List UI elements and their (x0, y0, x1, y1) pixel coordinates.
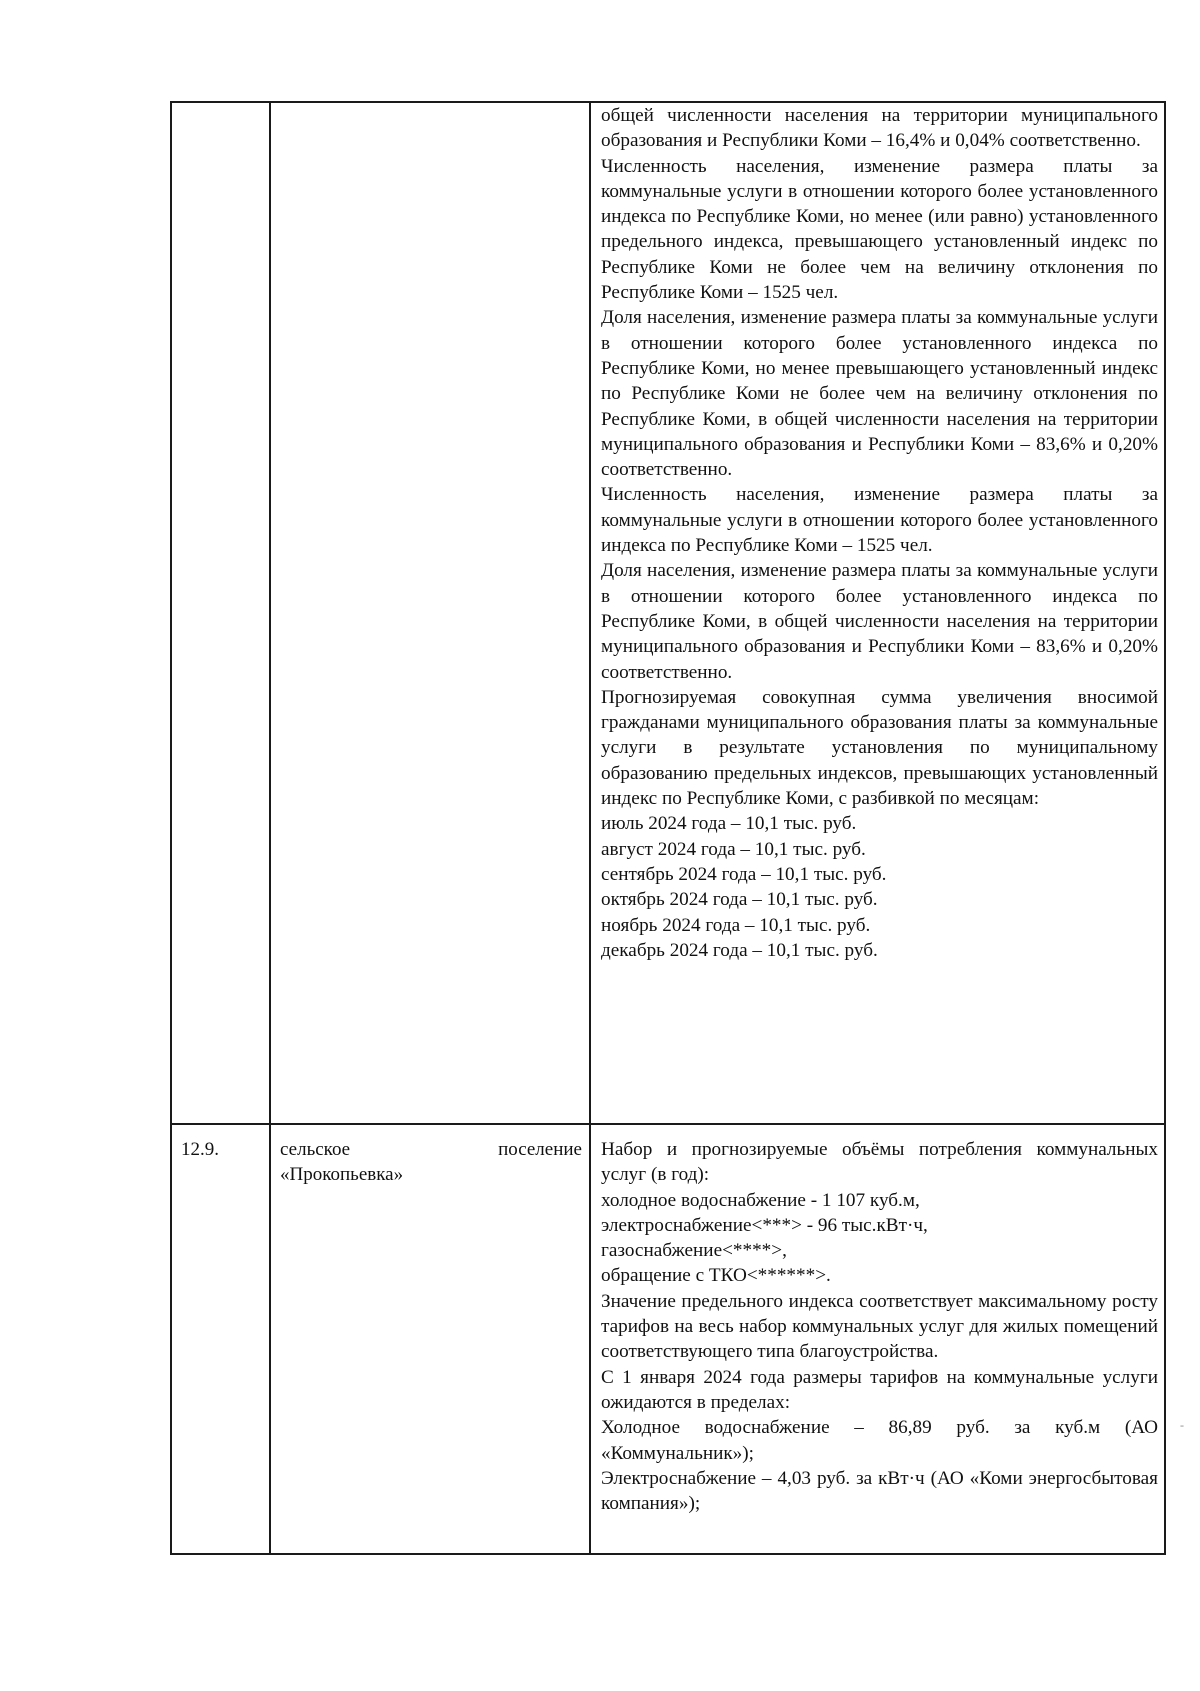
paragraph: обращение с ТКО<******>. (601, 1265, 831, 1287)
row-description-cell (590, 102, 1165, 1124)
paragraph: Доля населения, изменение размера платы за коммунальные услуги в отношении которого более установленного индекса по Республике Коми, но менее превышающего установленный индекс по Республике Коми не более чем на величину отклонения по Республике Коми, в общей численности населения на территории муниципального образования и Республики Коми – 83,6% и 0,20% соответственно. (601, 307, 1158, 481)
paragraph: газоснабжение<****>, (601, 1240, 787, 1262)
month-line: сентябрь 2024 года – 10,1 тыс. руб. (601, 863, 887, 885)
table-row (171, 102, 1165, 1124)
month-line: август 2024 года – 10,1 тыс. руб. (601, 838, 866, 860)
paragraph: Значение предельного индекса соответствует максимальному росту тарифов на весь набор коммунальных услуг для жилых помещений соответствующего типа благоустройства. (601, 1290, 1158, 1363)
row-number-cell (171, 102, 270, 1124)
paragraph: Численность населения, изменение размера платы за коммунальные услуги в отношении которого более установленного индекса по Республике Коми, но менее (или равно) установленного предельного индекса, превышающего установленный индекс по Республике Коми не более чем на величину отклонения по Республике Коми – 1525 чел. (601, 155, 1158, 304)
row-number-cell (171, 1124, 270, 1554)
scan-mark: - (1180, 1418, 1184, 1432)
paragraph: электроснабжение<***> - 96 тыс.кВт·ч, (601, 1214, 928, 1236)
paragraph: Доля населения, изменение размера платы за коммунальные услуги в отношении которого более установленного индекса по Республике Коми, в общей численности населения на территории муниципального образования и Республики Коми – 83,6% и 0,20% соответственно. (601, 560, 1158, 683)
paragraph: общей численности населения на территории муниципального образования и Республики Коми – 16,4% и 0,04% соответственно. (601, 105, 1158, 152)
row-name-cell (270, 1124, 590, 1554)
table-row (171, 1124, 1165, 1554)
paragraph: С 1 января 2024 года размеры тарифов на коммунальные услуги ожидаются в пределах: (601, 1366, 1158, 1413)
month-line: ноябрь 2024 года – 10,1 тыс. руб. (601, 914, 871, 936)
paragraph: Прогнозируемая совокупная сумма увеличения вносимой гражданами муниципального образования платы за коммунальные услуги в результате установления по муниципальному образованию предельных индексов, превышающих установленный индекс по Республике Коми, с разбивкой по месяцам: (601, 686, 1158, 810)
document-table (170, 101, 1166, 1555)
month-line: июль 2024 года – 10,1 тыс. руб. (601, 813, 857, 835)
paragraph: Холодное водоснабжение – 86,89 руб. за куб.м (АО «Коммунальник»); (601, 1417, 1158, 1464)
row-name-cell (270, 102, 590, 1124)
settlement-name: сельское поселение «Прокопьевка» (280, 1139, 582, 1185)
month-line: октябрь 2024 года – 10,1 тыс. руб. (601, 889, 878, 911)
paragraph: холодное водоснабжение - 1 107 куб.м, (601, 1189, 920, 1211)
paragraph: Электроснабжение – 4,03 руб. за кВт·ч (АО «Коми энергосбытовая компания»); (601, 1467, 1158, 1515)
paragraph: Численность населения, изменение размера платы за коммунальные услуги в отношении которого более установленного индекса по Республике Коми – 1525 чел. (601, 484, 1158, 557)
row-number: 12.9. (181, 1139, 219, 1160)
row-description-cell (590, 1124, 1165, 1554)
month-line: декабрь 2024 года – 10,1 тыс. руб. (601, 939, 878, 961)
paragraph: Набор и прогнозируемые объёмы потребления коммунальных услуг (в год): (601, 1139, 1158, 1186)
